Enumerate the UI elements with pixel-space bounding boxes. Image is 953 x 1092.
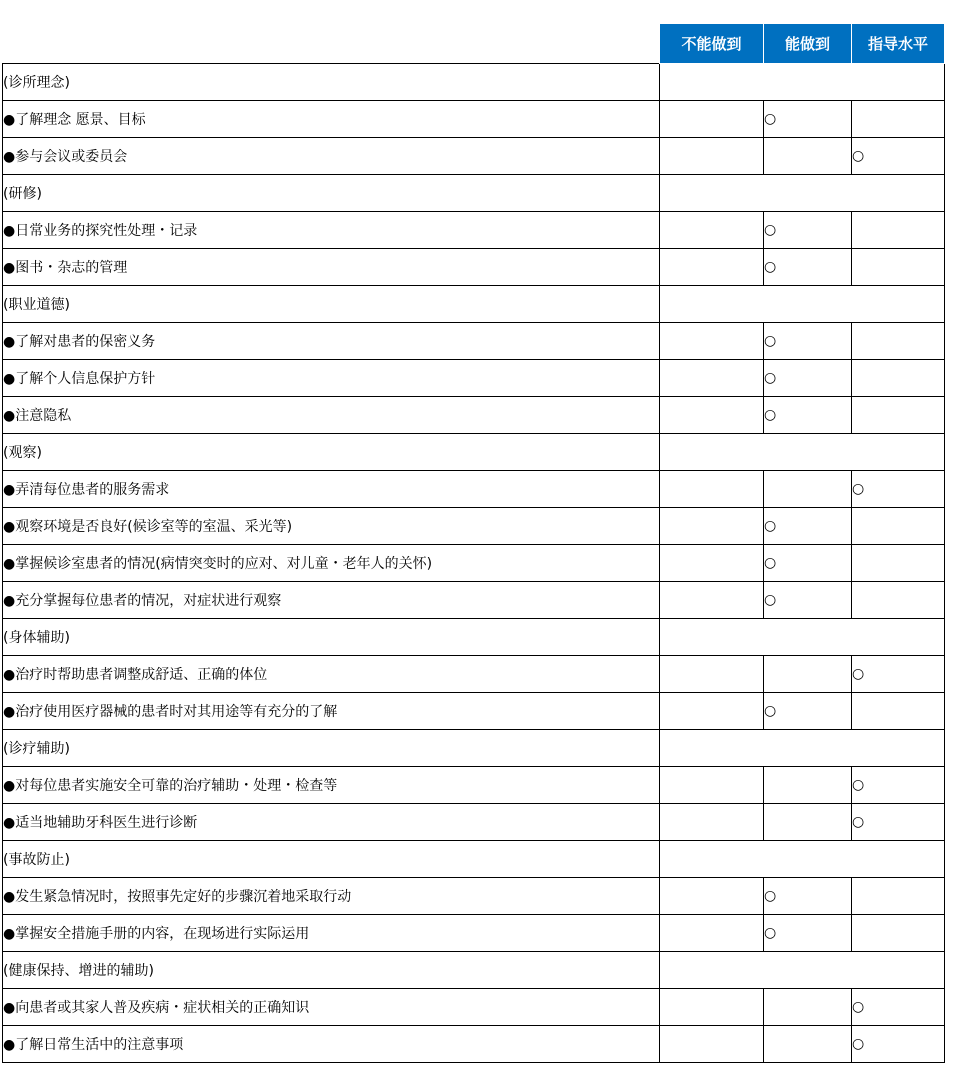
section-row <box>3 286 945 323</box>
cell-can-do-marked: ○ <box>764 693 852 730</box>
cell-can-do-marked: ○ <box>764 397 852 434</box>
cell-can-do <box>764 471 852 508</box>
table-body <box>3 64 945 1063</box>
section-row <box>3 619 945 656</box>
table-row <box>3 323 945 360</box>
cell-can-do <box>764 767 852 804</box>
table-row <box>3 878 945 915</box>
cell-guidance-level-marked: ○ <box>852 1026 945 1063</box>
item-label: ●充分掌握每位患者的情况，对症状进行观察 <box>3 582 660 619</box>
cell-cannot-do <box>660 545 764 582</box>
item-label: ●图书・杂志的管理 <box>3 249 660 286</box>
cell-guidance-level <box>852 508 945 545</box>
section-label: (诊所理念) <box>3 64 660 101</box>
cell-guidance-level <box>852 323 945 360</box>
header-row <box>3 24 945 64</box>
cell-cannot-do <box>660 1026 764 1063</box>
item-label: ●弄清每位患者的服务需求 <box>3 471 660 508</box>
table-row <box>3 397 945 434</box>
section-label: (观察) <box>3 434 660 471</box>
table-row <box>3 249 945 286</box>
cell-can-do-marked: ○ <box>764 360 852 397</box>
cell-cannot-do <box>660 878 764 915</box>
item-label: ●发生紧急情况时，按照事先定好的步骤沉着地采取行动 <box>3 878 660 915</box>
cell-guidance-level-marked: ○ <box>852 656 945 693</box>
section-label: (诊疗辅助) <box>3 730 660 767</box>
item-label: ●掌握安全措施手册的内容，在现场进行实际运用 <box>3 915 660 952</box>
cell-cannot-do <box>660 767 764 804</box>
item-label: ●对每位患者实施安全可靠的治疗辅助・处理・检查等 <box>3 767 660 804</box>
table-row <box>3 656 945 693</box>
cell-guidance-level <box>852 915 945 952</box>
section-label: (职业道德) <box>3 286 660 323</box>
cell-can-do <box>764 656 852 693</box>
section-blank-cell <box>660 730 945 767</box>
item-label: ●参与会议或委员会 <box>3 138 660 175</box>
item-label: ●了解个人信息保护方针 <box>3 360 660 397</box>
cell-guidance-level-marked: ○ <box>852 138 945 175</box>
cell-can-do-marked: ○ <box>764 212 852 249</box>
section-label: (事故防止) <box>3 841 660 878</box>
cell-cannot-do <box>660 323 764 360</box>
cell-cannot-do <box>660 471 764 508</box>
cell-can-do-marked: ○ <box>764 915 852 952</box>
cell-guidance-level-marked: ○ <box>852 471 945 508</box>
item-label: ●了解理念 愿景、目标 <box>3 101 660 138</box>
cell-guidance-level <box>852 397 945 434</box>
cell-cannot-do <box>660 582 764 619</box>
item-label: ●了解日常生活中的注意事项 <box>3 1026 660 1063</box>
cell-cannot-do <box>660 693 764 730</box>
cell-can-do-marked: ○ <box>764 101 852 138</box>
section-row <box>3 175 945 212</box>
cell-guidance-level <box>852 360 945 397</box>
header-cannot-do: 不能做到 <box>660 24 764 64</box>
table-row <box>3 989 945 1026</box>
section-label: (健康保持、增进的辅助) <box>3 952 660 989</box>
cell-cannot-do <box>660 101 764 138</box>
item-label: ●日常业务的探究性处理・记录 <box>3 212 660 249</box>
table-row <box>3 508 945 545</box>
cell-cannot-do <box>660 508 764 545</box>
section-blank-cell <box>660 952 945 989</box>
cell-can-do <box>764 989 852 1026</box>
cell-can-do-marked: ○ <box>764 545 852 582</box>
cell-can-do <box>764 804 852 841</box>
cell-guidance-level-marked: ○ <box>852 804 945 841</box>
section-blank-cell <box>660 286 945 323</box>
cell-guidance-level <box>852 212 945 249</box>
cell-guidance-level <box>852 582 945 619</box>
table-row <box>3 1026 945 1063</box>
item-label: ●了解对患者的保密义务 <box>3 323 660 360</box>
item-label: ●治疗时帮助患者调整成舒适、正确的体位 <box>3 656 660 693</box>
cell-cannot-do <box>660 138 764 175</box>
header-guidance-level: 指导水平 <box>852 24 945 64</box>
item-label: ●注意隐私 <box>3 397 660 434</box>
cell-can-do-marked: ○ <box>764 508 852 545</box>
cell-guidance-level <box>852 249 945 286</box>
item-label: ●掌握候诊室患者的情况(病情突变时的应对、对儿童・老年人的关怀) <box>3 545 660 582</box>
section-blank-cell <box>660 175 945 212</box>
section-row <box>3 730 945 767</box>
table-row <box>3 582 945 619</box>
cell-guidance-level <box>852 878 945 915</box>
cell-cannot-do <box>660 212 764 249</box>
section-blank-cell <box>660 619 945 656</box>
evaluation-table <box>2 23 945 1063</box>
cell-can-do-marked: ○ <box>764 582 852 619</box>
section-blank-cell <box>660 841 945 878</box>
cell-cannot-do <box>660 249 764 286</box>
section-blank-cell <box>660 64 945 101</box>
cell-cannot-do <box>660 989 764 1026</box>
table-row <box>3 767 945 804</box>
cell-can-do-marked: ○ <box>764 323 852 360</box>
table-row <box>3 101 945 138</box>
cell-cannot-do <box>660 915 764 952</box>
cell-can-do <box>764 1026 852 1063</box>
cell-can-do-marked: ○ <box>764 249 852 286</box>
table-row <box>3 545 945 582</box>
section-label: (身体辅助) <box>3 619 660 656</box>
section-row <box>3 434 945 471</box>
header-can-do: 能做到 <box>764 24 852 64</box>
section-label: (研修) <box>3 175 660 212</box>
table-row <box>3 138 945 175</box>
table-row <box>3 471 945 508</box>
cell-guidance-level-marked: ○ <box>852 989 945 1026</box>
item-label: ●观察环境是否良好(候诊室等的室温、采光等) <box>3 508 660 545</box>
item-label: ●向患者或其家人普及疾病・症状相关的正确知识 <box>3 989 660 1026</box>
header-blank <box>3 24 660 64</box>
cell-cannot-do <box>660 804 764 841</box>
cell-cannot-do <box>660 397 764 434</box>
cell-guidance-level <box>852 101 945 138</box>
item-label: ●适当地辅助牙科医生进行诊断 <box>3 804 660 841</box>
section-row <box>3 841 945 878</box>
cell-guidance-level-marked: ○ <box>852 767 945 804</box>
table-row <box>3 915 945 952</box>
cell-can-do <box>764 138 852 175</box>
cell-can-do-marked: ○ <box>764 878 852 915</box>
cell-guidance-level <box>852 693 945 730</box>
cell-cannot-do <box>660 360 764 397</box>
table-row <box>3 360 945 397</box>
section-blank-cell <box>660 434 945 471</box>
cell-guidance-level <box>852 545 945 582</box>
table-row <box>3 804 945 841</box>
table-row <box>3 693 945 730</box>
item-label: ●治疗使用医疗器械的患者时对其用途等有充分的了解 <box>3 693 660 730</box>
table-row <box>3 212 945 249</box>
section-row <box>3 952 945 989</box>
cell-cannot-do <box>660 656 764 693</box>
section-row <box>3 64 945 101</box>
